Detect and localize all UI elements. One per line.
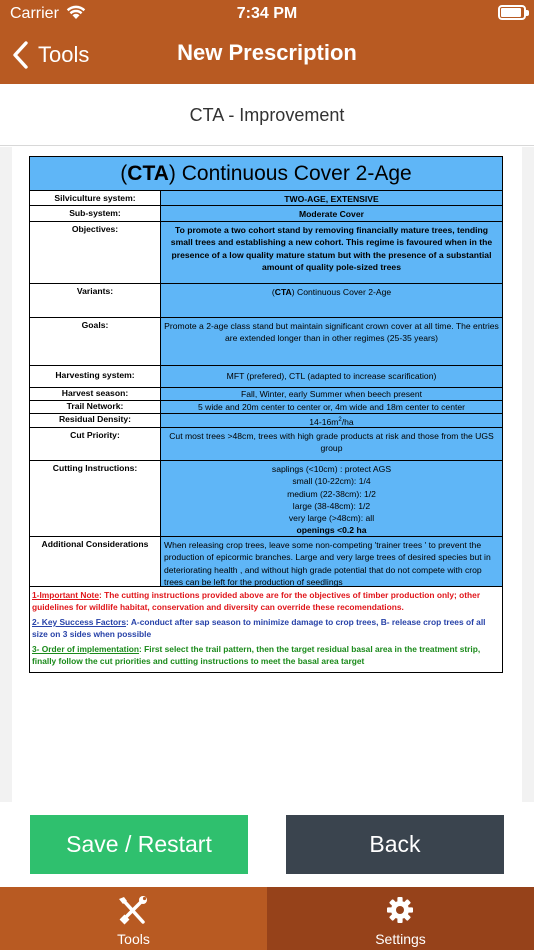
table-row <box>30 461 502 537</box>
clock-time: 7:34 PM <box>236 5 298 22</box>
row-label: Objectives: <box>30 222 161 283</box>
title-text: Continuous Cover 2-Age <box>175 162 412 185</box>
density-unit: /ha <box>341 416 354 427</box>
table-row <box>30 191 502 206</box>
row-value <box>161 414 502 427</box>
save-restart-button[interactable]: Save / Restart <box>30 815 248 874</box>
key-success-label: 2- Key Success Factors <box>32 617 127 627</box>
row-value: Cut most trees >48cm, trees with high grade products at risk and those from the UGS group <box>161 428 502 460</box>
important-note-text: : The cutting instructions provided above are for the objectives of timber production only; other guidelines for wildlife habitat, conservation and diversity can override these recomendations. <box>32 590 481 612</box>
prescription-table <box>29 156 503 673</box>
page-title: New Prescription <box>177 40 357 65</box>
table-row <box>30 414 502 428</box>
tab-tools-label: Tools <box>117 931 150 947</box>
row-value: Fall, Winter, early Summer when beech present <box>161 388 502 400</box>
row-value: TWO-AGE, EXTENSIVE <box>161 191 502 205</box>
row-value: 5 wide and 20m center to center or, 4m wide and 18m center to center <box>161 401 502 413</box>
table-row <box>30 222 502 284</box>
implementation-text: : First select the trail pattern, then the target residual basal area in the treatment strip, finally follow the cut priorities and cutting instructions to meet the basal area target <box>32 644 481 666</box>
row-label: Harvesting system: <box>30 366 161 387</box>
cutting-line: very large (>48cm): all <box>288 513 375 524</box>
row-label: Residual Density: <box>30 414 161 427</box>
tab-settings[interactable] <box>267 887 534 950</box>
document-scroll-area[interactable] <box>0 147 534 802</box>
action-bar <box>0 802 534 888</box>
cutting-line: saplings (<10cm) : protect AGS <box>271 464 392 474</box>
row-label: Variants: <box>30 284 161 317</box>
row-label: Goals: <box>30 318 161 365</box>
row-label: Silviculture system: <box>30 191 161 205</box>
tab-tools[interactable] <box>0 887 267 950</box>
title-abbreviation: CTA <box>127 162 169 185</box>
battery-icon <box>498 5 526 20</box>
gear-icon <box>383 895 417 925</box>
key-success-text: : A-conduct after sap season to minimize damage to crop trees, B- release crop trees of all size on 3 sides when possible <box>32 617 486 639</box>
table-row <box>30 537 502 587</box>
tab-settings-label: Settings <box>375 931 426 947</box>
implementation-label: 3- Order of implementation <box>32 644 140 654</box>
table-row <box>30 366 502 388</box>
row-value: To promote a two cohort stand by removing financially mature trees, tending small trees and establishing a new cohort. This regime is favoured when in the presence of a low quality mature statum but with the presence of a substantial amount of quality pole-sized trees <box>161 222 502 283</box>
prescription-subtitle: CTA - Improvement <box>0 84 534 146</box>
table-row <box>30 388 502 401</box>
table-row <box>30 428 502 461</box>
table-row <box>30 284 502 318</box>
row-value: When releasing crop trees, leave some non-competing 'trainer trees ' to prevent the production of epicormic branches. Large and very large trees of desired species but in deteriorating health , and without high grade potential that do not compete with crop trees can be left for the production of seedlings <box>161 537 502 586</box>
cutting-line: small (10-22cm): 1/4 <box>292 476 371 487</box>
implementation-note <box>32 643 500 667</box>
key-success-note <box>32 616 500 640</box>
navigation-header <box>0 0 534 84</box>
important-note-label: 1-Important Note <box>32 590 99 600</box>
cutting-line: large (38-48cm): 1/2 <box>292 500 371 511</box>
row-label: Harvest season: <box>30 388 161 400</box>
table-row <box>30 206 502 222</box>
row-label: Sub-system: <box>30 206 161 221</box>
prescription-document <box>12 147 522 802</box>
status-bar <box>0 0 534 28</box>
variant-text: Continuous Cover 2-Age <box>294 287 392 297</box>
back-button[interactable]: Back <box>286 815 504 874</box>
important-note <box>32 589 500 613</box>
row-label: Cut Priority: <box>30 428 161 460</box>
density-superscript: 2 <box>338 417 342 423</box>
density-value: 14-16m <box>309 416 339 427</box>
row-value: (CTA) Continuous Cover 2-Age <box>161 284 502 317</box>
table-row <box>30 318 502 366</box>
row-label: Cutting Instructions: <box>30 461 161 536</box>
cutting-line: medium (22-38cm): 1/2 <box>287 488 376 499</box>
row-label: Additional Considerations <box>30 537 161 586</box>
tab-bar <box>0 887 534 950</box>
carrier-label: Carrier <box>10 5 59 22</box>
row-value <box>161 461 502 536</box>
row-value: MFT (prefered), CTL (adapted to increase scarification) <box>161 366 502 387</box>
table-row <box>30 401 502 414</box>
variant-abbreviation: CTA <box>274 287 292 297</box>
row-value: Promote a 2-age class stand but maintain significant crown cover at all time. The entries are extended longer than in other regimes (25-35 years) <box>161 318 502 365</box>
row-value: Moderate Cover <box>161 206 502 221</box>
document-title: (CTA) Continuous Cover 2-Age <box>30 157 502 191</box>
nav-back-label: Tools <box>38 42 90 67</box>
row-label: Trail Network: <box>30 401 161 413</box>
cutting-line-openings: openings <0.2 ha <box>296 525 367 536</box>
tools-icon <box>116 895 150 925</box>
notes-section <box>30 587 502 672</box>
